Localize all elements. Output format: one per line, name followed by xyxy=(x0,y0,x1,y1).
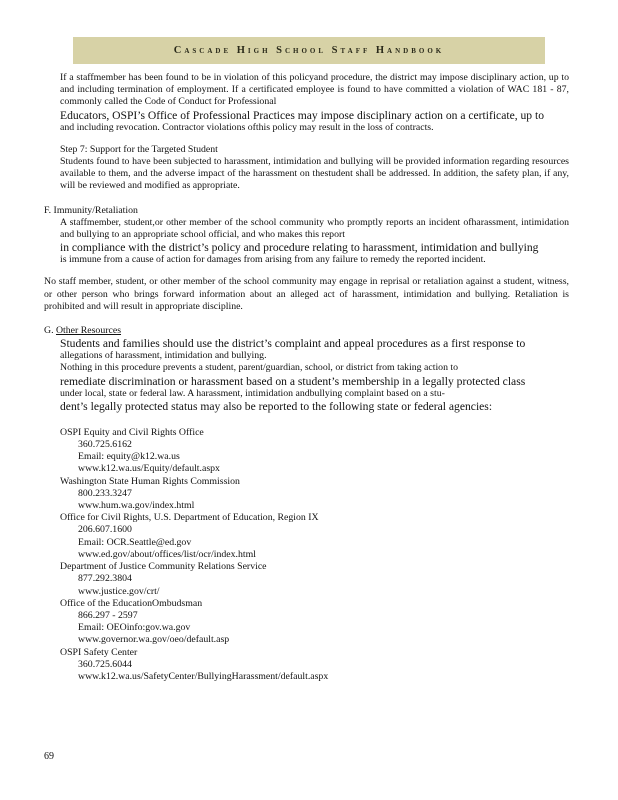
section-g-line-3: Nothing in this procedure prevents a student, parent/guardian, school, or district from taking action to xyxy=(60,362,459,374)
agency-phone: 866.297 - 2597 xyxy=(78,609,138,621)
header-title: Cascade High School Staff Handbook xyxy=(173,45,445,56)
agency-email: Email: OCR.Seattle@ed.gov xyxy=(78,536,192,548)
agency-email: Email: equity@k12.wa.us xyxy=(78,451,180,463)
step7-heading: Step 7: Support for the Targeted Student xyxy=(60,143,218,155)
agency-phone: 877.292.3804 xyxy=(78,573,132,585)
agency-item xyxy=(60,476,569,513)
agency-item xyxy=(60,647,569,684)
section-g xyxy=(44,325,569,413)
retaliation-paragraph: No staff member, student, or other member of the school community may engage in reprisal or retaliation against a student, witness, or other person who brings forward information about an alleged act of harassment, intimidation and bullying. Retaliation is prohibited and will result in appropriate discipline. xyxy=(44,276,569,312)
agency-website: www.ed.gov/about/offices/list/ocr/index.html xyxy=(78,548,256,560)
section-f-text-3: is immune from a cause of action for damages from arising from any failure to remedy the reported incident. xyxy=(60,254,486,266)
agency-name: OSPI Safety Center xyxy=(60,646,138,658)
agency-email: Email: OEOinfo:gov.wa.gov xyxy=(78,622,191,634)
agency-phone: 800.233.3247 xyxy=(78,487,132,499)
section-g-line-1: Students and families should use the district’s complaint and appeal procedures as a first response to xyxy=(60,337,526,351)
agency-item xyxy=(60,598,569,647)
section-g-title: Other Resources xyxy=(55,325,122,337)
section-g-line-2: allegations of harassment, intimidation and bullying. xyxy=(60,350,267,362)
section-f xyxy=(44,205,569,267)
agency-item xyxy=(60,561,569,598)
agency-list xyxy=(44,427,569,683)
section-g-heading xyxy=(44,325,569,337)
agency-phone: 360.725.6162 xyxy=(78,439,132,451)
agency-website: www.k12.wa.us/Equity/default.aspx xyxy=(78,463,220,475)
agency-name: Washington State Human Rights Commission xyxy=(60,475,240,487)
agency-phone: 206.607.1600 xyxy=(78,524,132,536)
violation-paragraph xyxy=(44,72,569,134)
section-f-text-2: in compliance with the district’s policy and procedure relating to harassment, intimidation and bullying xyxy=(60,241,539,255)
page-content xyxy=(44,72,569,683)
agency-name: Office of the EducationOmbudsman xyxy=(60,597,203,609)
section-g-line-4: remediate discrimination or harassment based on a student’s membership in a legally protected class xyxy=(60,374,526,388)
section-g-letter: G. xyxy=(44,325,54,337)
violation-text-end: and including revocation. Contractor violations ofthis policy may result in the loss of contracts. xyxy=(60,121,434,133)
agency-website: www.governor.wa.gov/oeo/default.asp xyxy=(78,634,230,646)
agency-website: www.hum.wa.gov/index.html xyxy=(78,500,195,512)
page-number: 69 xyxy=(44,751,54,762)
step7-block xyxy=(44,144,569,193)
section-f-heading: F. Immunity/Retaliation xyxy=(44,204,138,216)
agency-name: Department of Justice Community Relations Service xyxy=(60,561,267,573)
agency-name: Office for Civil Rights, U.S. Department of Education, Region IX xyxy=(60,512,319,524)
violation-text: If a staffmember has been found to be in violation of this policyand procedure, the district may impose disciplinary action, up to and including termination of employment. If a certificated employee is found to have committed a violation of WAC 181 - 87, commonly called the Code of Conduct for Professional xyxy=(60,72,569,108)
violation-text-emphasis: Educators, OSPI’s Office of Professional Practices may impose disciplinary action on a certificate, up to xyxy=(60,108,545,122)
agency-name: OSPI Equity and Civil Rights Office xyxy=(60,426,204,438)
agency-website: www.k12.wa.us/SafetyCenter/BullyingHarassment/default.aspx xyxy=(78,670,329,682)
section-g-line-5: under local, state or federal law. A harassment, intimidation andbullying complaint based on a stu- xyxy=(60,387,445,399)
section-f-text-1: A staffmember, student,or other member of the school community who promptly reports an incident ofharassment, intimidation and bullying to an appropriate school official, and who makes this report xyxy=(60,216,569,241)
section-g-line-6: dent’s legally protected status may also be reported to the following state or federal agencies: xyxy=(60,399,493,413)
agency-item xyxy=(60,512,569,561)
agency-item xyxy=(60,427,569,476)
agency-phone: 360.725.6044 xyxy=(78,658,132,670)
agency-website: www.justice.gov/crt/ xyxy=(78,585,160,597)
step7-text: Students found to have been subjected to harassment, intimidation and bullying will be provided information regarding resources available to them, and the adverse impact of the harassment on thestudent shall be addressed. In addition, the safety plan, if any, will be reviewed and modified as appropriate. xyxy=(60,156,569,192)
handbook-header xyxy=(73,37,545,64)
